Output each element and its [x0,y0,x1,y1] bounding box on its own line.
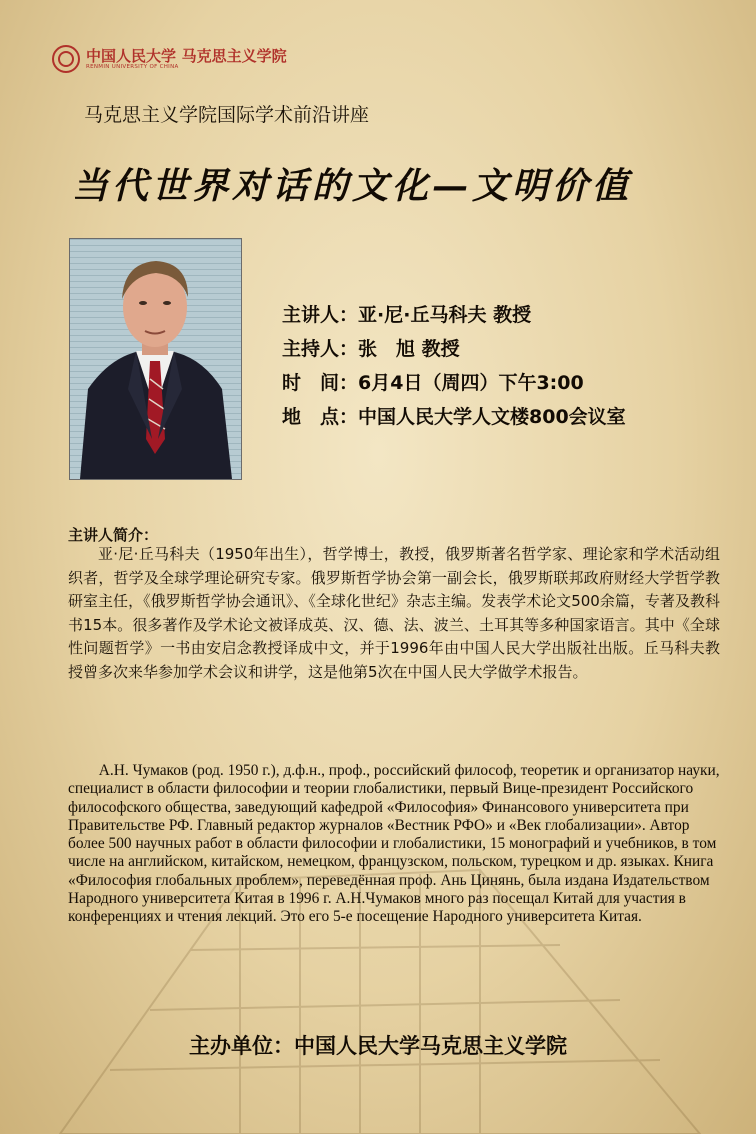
place-label: 地 点： [282,406,359,428]
time-value: 6月4日（周四）下午3:00 [358,372,584,394]
university-name-en: RENMIN UNIVERSITY OF CHINA [86,63,179,70]
speaker-photo [69,238,242,480]
university-logo [52,42,287,76]
speaker-row [282,298,626,332]
place-value: 中国人民大学人文楼800会议室 [358,406,626,428]
bio-russian: А.Н. Чумаков (род. 1950 г.), д.ф.н., проф., российский философ, теоретик и организатор науки, специалист в области философии и теории глобалистики, первый Вице-президент Российского философского общества, заведующий кафедрой «Философия» Финансового университета при Правительстве РФ. Главный редактор журналов «Вестник РФО» и «Век глобализации». Автор более 500 научных работ в области философии и глобалистики, 15 монографий и учебников, в том числе на английском, китайском, немецком, французском, польском, турецком и др. языках. Книга «Философия глобальных проблем», переведённая проф. Ань Цинянь, была издана Издательством Народного университета Китая в 1996 г. А.Н.Чумаков много раз посещал Китай для участия в конференциях и чтения лекций. Это его 5-е посещение Народного университета Китая. [68,762,720,926]
host-label: 主持人： [282,338,359,360]
lecture-series: 马克思主义学院国际学术前沿讲座 [84,104,370,126]
time-label: 时 间： [282,372,359,394]
speaker-value: 亚·尼·丘马科夫 教授 [358,304,532,326]
speaker-label: 主讲人： [282,304,359,326]
university-name-cn: 中国人民大学 [86,46,177,65]
time-row [282,366,626,400]
host-value: 张 旭 教授 [358,338,460,360]
lecture-title: 当代世界对话的文化—文明价值 [72,165,633,207]
place-row [282,400,626,434]
organizer: 主办单位：中国人民大学马克思主义学院 [189,1034,567,1058]
lecture-details [282,298,626,434]
bio-heading: 主讲人简介： [68,526,159,544]
bio-chinese: 亚·尼·丘马科夫（1950年出生），哲学博士，教授，俄罗斯著名哲学家、理论家和学术活动组织者，哲学及全球学理论研究专家。俄罗斯哲学协会第一副会长，俄罗斯联邦政府财经大学哲学教研室主任，《俄罗斯哲学协会通讯》、《全球化世纪》杂志主编。发表学术论文500余篇，专著及教科书15本。很多著作及学术论文被译成英、汉、德、法、波兰、土耳其等多种国家语言。其中《全球性问题哲学》一书由安启念教授译成中文，并于1996年由中国人民大学出版社出版。丘马科夫教授曾多次来华参加学术会议和讲学，这是他第5次在中国人民大学做学术报告。 [68,545,720,681]
university-seal-icon [52,45,80,73]
school-name: 马克思主义学院 [181,46,287,65]
host-row [282,332,626,366]
